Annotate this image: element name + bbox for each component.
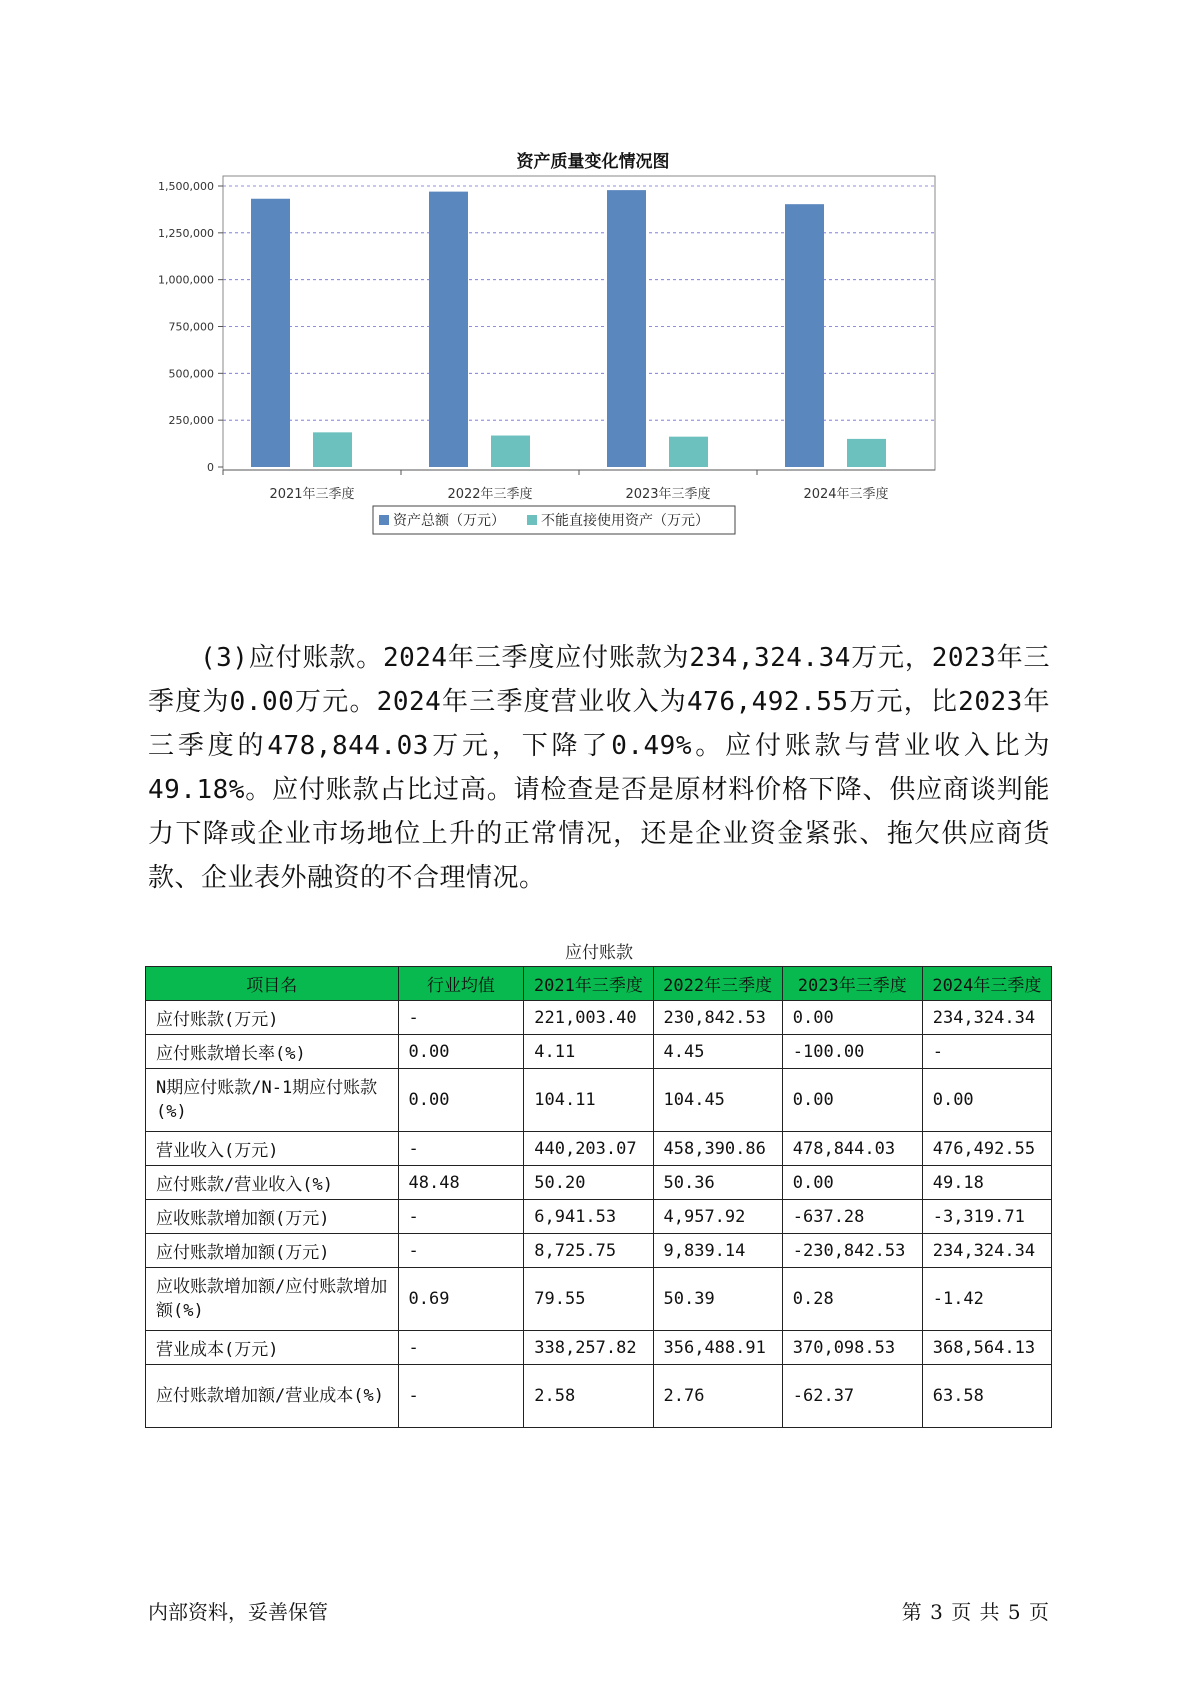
x-tick-label: 2021年三季度 xyxy=(269,487,355,502)
y-tick-label: 1,250,000 xyxy=(158,226,214,240)
table-cell: - xyxy=(398,1331,524,1365)
table-row xyxy=(146,1166,1052,1200)
table-cell: 0.28 xyxy=(782,1268,922,1331)
legend-swatch xyxy=(527,515,537,525)
header-2023q3: 2023年三季度 xyxy=(782,967,922,1001)
table-cell: -230,842.53 xyxy=(782,1234,922,1268)
plot-area xyxy=(223,176,935,470)
legend-swatch xyxy=(379,515,389,525)
table-cell: 9,839.14 xyxy=(653,1234,782,1268)
bar-unusable-assets-2 xyxy=(669,437,708,467)
header-2024q3: 2024年三季度 xyxy=(922,967,1051,1001)
payables-table xyxy=(145,966,1052,1428)
y-tick-label: 0 xyxy=(207,461,214,474)
header-industry-avg: 行业均值 xyxy=(398,967,524,1001)
bar-total-assets-3 xyxy=(785,204,824,467)
table-row xyxy=(146,1268,1052,1331)
table-cell: - xyxy=(398,1234,524,1268)
bar-unusable-assets-0 xyxy=(313,432,352,467)
table-cell: 478,844.03 xyxy=(782,1132,922,1166)
y-tick-label: 1,000,000 xyxy=(158,273,214,287)
table-row xyxy=(146,1069,1052,1132)
table-title: 应付账款 xyxy=(565,943,633,963)
y-tick-label: 250,000 xyxy=(168,414,214,428)
y-tick-label: 1,500,000 xyxy=(158,180,214,193)
row-label: 应付账款(万元) xyxy=(146,1001,399,1035)
row-label: 应付账款增加额/营业成本(%) xyxy=(146,1365,399,1428)
x-tick-label: 2022年三季度 xyxy=(447,487,533,502)
table-cell: 0.00 xyxy=(398,1069,524,1132)
table-cell: 8,725.75 xyxy=(524,1234,653,1268)
x-tick-label: 2024年三季度 xyxy=(803,487,889,502)
table-cell: 79.55 xyxy=(524,1268,653,1331)
table-cell: 104.11 xyxy=(524,1069,653,1132)
bar-total-assets-1 xyxy=(429,192,468,467)
table-cell: 49.18 xyxy=(922,1166,1051,1200)
table-cell: 0.00 xyxy=(782,1001,922,1035)
bar-total-assets-0 xyxy=(251,199,290,467)
legend-label: 资产总额（万元） xyxy=(393,513,505,529)
bar-unusable-assets-3 xyxy=(847,439,886,467)
table-row xyxy=(146,1132,1052,1166)
table-row xyxy=(146,1200,1052,1234)
table-cell: 338,257.82 xyxy=(524,1331,653,1365)
table-cell: 104.45 xyxy=(653,1069,782,1132)
asset-quality-chart xyxy=(150,140,1030,600)
chart-svg xyxy=(150,140,1030,600)
row-label: 应付账款增加额(万元) xyxy=(146,1234,399,1268)
table-cell: 4.11 xyxy=(524,1035,653,1069)
row-label: N期应付账款/N-1期应付账款(%) xyxy=(146,1069,399,1132)
x-tick-label: 2023年三季度 xyxy=(625,487,711,502)
table-row xyxy=(146,1365,1052,1428)
table-cell: 50.20 xyxy=(524,1166,653,1200)
table-cell: - xyxy=(922,1035,1051,1069)
table-cell: 0.00 xyxy=(782,1166,922,1200)
footer-confidential: 内部资料，妥善保管 xyxy=(148,1600,328,1624)
payables-paragraph: (3)应付账款。2024年三季度应付账款为234,324.34万元，2023年三季度为0.00万元。2024年三季度营业收入为476,492.55万元，比2023年三季度的478,844.03万元，下降了0.49%。应付账款与营业收入比为49.18%。应付账款占比过高。请检查是否是原材料价格下降、供应商谈判能力下降或企业市场地位上升的正常情况，还是企业资金紧张、拖欠供应商货款、企业表外融资的不合理情况。 xyxy=(148,643,1050,893)
table-cell: -62.37 xyxy=(782,1365,922,1428)
table-cell: -100.00 xyxy=(782,1035,922,1069)
table-cell: 4.45 xyxy=(653,1035,782,1069)
chart-title: 资产质量变化情况图 xyxy=(516,152,670,172)
bar-total-assets-2 xyxy=(607,190,646,467)
header-item-name: 项目名 xyxy=(146,967,399,1001)
table-cell: 356,488.91 xyxy=(653,1331,782,1365)
table-cell: 63.58 xyxy=(922,1365,1051,1428)
table-cell: -3,319.71 xyxy=(922,1200,1051,1234)
y-tick-label: 500,000 xyxy=(168,367,214,381)
table-cell: 0.00 xyxy=(922,1069,1051,1132)
table-cell: 230,842.53 xyxy=(653,1001,782,1035)
table-cell: -637.28 xyxy=(782,1200,922,1234)
table-cell: 234,324.34 xyxy=(922,1001,1051,1035)
table-cell: 48.48 xyxy=(398,1166,524,1200)
table-cell: -1.42 xyxy=(922,1268,1051,1331)
table-cell: 476,492.55 xyxy=(922,1132,1051,1166)
table-cell: - xyxy=(398,1365,524,1428)
header-2021q3: 2021年三季度 xyxy=(524,967,653,1001)
table-cell: 50.39 xyxy=(653,1268,782,1331)
table-cell: 458,390.86 xyxy=(653,1132,782,1166)
table-header-row xyxy=(146,967,1052,1001)
table-cell: 440,203.07 xyxy=(524,1132,653,1166)
table-cell: - xyxy=(398,1200,524,1234)
row-label: 营业成本(万元) xyxy=(146,1331,399,1365)
bar-unusable-assets-1 xyxy=(491,436,530,467)
header-2022q3: 2022年三季度 xyxy=(653,967,782,1001)
table-row xyxy=(146,1035,1052,1069)
row-label: 营业收入(万元) xyxy=(146,1132,399,1166)
table-cell: - xyxy=(398,1001,524,1035)
table-cell: 6,941.53 xyxy=(524,1200,653,1234)
table-cell: 234,324.34 xyxy=(922,1234,1051,1268)
legend-label: 不能直接使用资产（万元） xyxy=(541,513,709,529)
table-cell: 370,098.53 xyxy=(782,1331,922,1365)
row-label: 应收账款增加额/应付账款增加额(%) xyxy=(146,1268,399,1331)
table-row xyxy=(146,1234,1052,1268)
table-cell: 50.36 xyxy=(653,1166,782,1200)
table-cell: 0.69 xyxy=(398,1268,524,1331)
table-cell: 368,564.13 xyxy=(922,1331,1051,1365)
row-label: 应付账款/营业收入(%) xyxy=(146,1166,399,1200)
table-cell: 2.76 xyxy=(653,1365,782,1428)
table-cell: 4,957.92 xyxy=(653,1200,782,1234)
table-cell: 2.58 xyxy=(524,1365,653,1428)
row-label: 应收账款增加额(万元) xyxy=(146,1200,399,1234)
table-cell: 0.00 xyxy=(782,1069,922,1132)
table-cell: - xyxy=(398,1132,524,1166)
table-row xyxy=(146,1331,1052,1365)
table-cell: 0.00 xyxy=(398,1035,524,1069)
row-label: 应付账款增长率(%) xyxy=(146,1035,399,1069)
table-cell: 221,003.40 xyxy=(524,1001,653,1035)
footer-page-number: 第 3 页 共 5 页 xyxy=(901,1600,1050,1624)
table-row xyxy=(146,1001,1052,1035)
y-tick-label: 750,000 xyxy=(168,320,214,334)
